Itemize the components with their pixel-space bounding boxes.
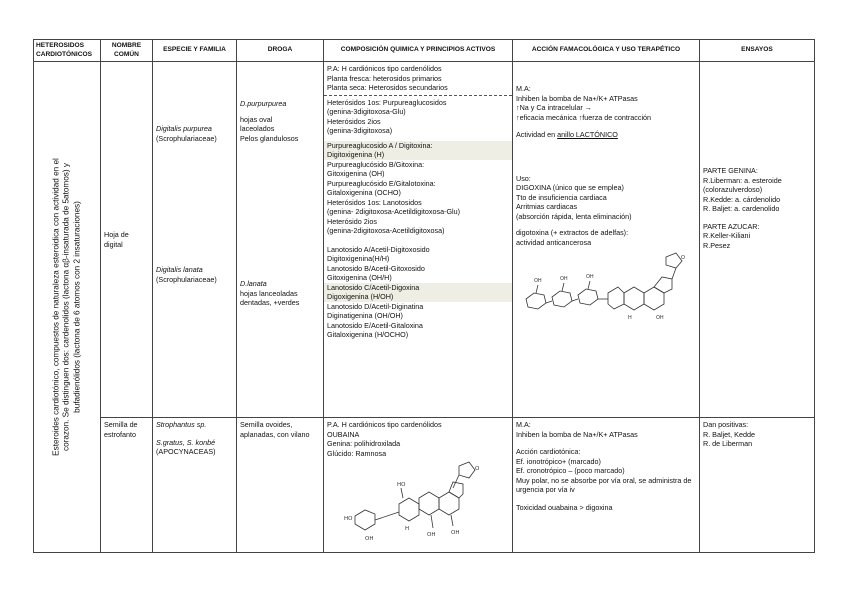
svg-text:HO: HO — [397, 482, 406, 489]
ensayos-line: R.Liberman: a. esteroide — [703, 175, 782, 185]
especie-cell-2 — [153, 418, 237, 553]
header-row — [34, 40, 815, 62]
accion-line: Ef. cronotrópico – (poco marcado) — [516, 466, 625, 476]
svg-text:OH: OH — [656, 315, 664, 322]
cardiotonic-table — [33, 39, 815, 553]
especie-family: (APOCYNACEAS) — [156, 447, 216, 457]
especie1-family: (Scrophulariaceae) — [156, 133, 217, 143]
header-droga: DROGA — [237, 40, 324, 62]
side-label-cell — [34, 62, 101, 553]
accion-uso-title: Uso: — [516, 173, 531, 183]
droga1-desc: Pelos glandulosos — [240, 133, 299, 143]
droga2-desc: dentadas, +verdes — [240, 298, 300, 308]
accion-line: Arritmias cardiacas — [516, 202, 578, 212]
accion-cell-2 — [513, 418, 700, 553]
comp-line: Gitaloxigenina (H/OCHO) — [327, 330, 409, 340]
comp-line: Digitoxigenina (H) — [327, 150, 385, 160]
header-heterosidos: HETEROSIDOS CARDIOTÓNICOS — [34, 40, 101, 62]
side-label: Esteroides cardiotónico, compuestos de naturaleza esteroidica con actividad en el corazon. Se distinguen dos: cardenolidos (lactona αβ-insaturada de 5atomos) y bufadienólidos (lactona de 6 atomos con 2 insaturaciones) — [51, 158, 82, 457]
droga-semilla: Semilla ovoides, aplanadas, con vilano — [237, 418, 324, 553]
ensayos-line: R.Pesez — [703, 240, 731, 250]
droga-cell-1 — [237, 62, 324, 418]
accion-line: Inhiben la bomba de Na+/K+ ATPasas — [516, 429, 638, 439]
comp-line: (genina-3digitoxosa) — [327, 126, 393, 136]
comp-line: Purpureaglucósido E/Gitalotoxina: — [327, 178, 436, 188]
comp-line: P.A. H cardiónicos tipo cardenólidos — [327, 420, 442, 430]
digoxin-structure-icon — [516, 247, 694, 325]
accion-line: actividad anticancerosa — [516, 237, 592, 247]
ensayos-line: R. Baljet: a. cardenolido — [703, 204, 780, 214]
comp-line: Heterósido 2ios — [327, 216, 377, 226]
svg-text:OH: OH — [451, 530, 460, 537]
svg-text:OH: OH — [586, 274, 594, 281]
accion-act-lactonico: anillo LACTÓNICO — [557, 130, 618, 140]
comp-line: Diginatigenina (OH/OH) — [327, 311, 403, 321]
comp-line: Lanotosido E/Acetil-Gitaloxina — [327, 320, 423, 330]
ensayos-azucar-title: PARTE AZUCAR: — [703, 221, 760, 231]
comp-line: Purpureaglucósido B/Gitoxina: — [327, 159, 425, 169]
comp-line: Genina: polihidroxilada — [327, 439, 401, 449]
ensayos-line: R. de Liberman — [703, 439, 753, 449]
svg-text:O: O — [681, 255, 685, 262]
comp-line: OUBAINA — [327, 429, 360, 439]
svg-text:O: O — [475, 466, 480, 473]
comp-line: Glúcido: Ramnosa — [327, 448, 387, 458]
droga1-desc: laceolados — [240, 124, 275, 134]
svg-text:OH: OH — [427, 532, 436, 539]
ensayos-line: R.Keller-Kiliani — [703, 231, 751, 241]
comp-line: Planta seca: Heterosidos secundarios — [327, 83, 448, 93]
especie-cell-1 — [153, 62, 237, 418]
accion-line: (absorción rápida, lenta eliminación) — [516, 211, 632, 221]
svg-text:OH: OH — [365, 536, 374, 543]
comp-line: Digitoxigenina(H/H) — [327, 254, 390, 264]
ensayos-line: R. Baljet, Kedde — [703, 429, 755, 439]
droga1-name: D.purpurpurea — [240, 99, 287, 109]
header-accion: ACCIÓN FAMACOLÓGICA Y USO TERAPÉTICO — [513, 40, 700, 62]
accion-line: DIGOXINA (único que se emplea) — [516, 183, 624, 193]
svg-text:HO: HO — [344, 516, 353, 523]
accion-line: Ef. ionotrópico+ (marcado) — [516, 456, 601, 466]
comp-line: (genina-2digitoxosa-Acetildigitoxosa) — [327, 226, 445, 236]
header-composicion: COMPOSICIÓN QUIMICA Y PRINCIPIOS ACTIVOS — [324, 40, 513, 62]
accion-line: Tto de insuficiencia cardiaca — [516, 192, 607, 202]
composicion-cell-1 — [324, 62, 513, 418]
comp-line: Digoxigenina (H/OH) — [327, 292, 394, 302]
row-semilla-estrofanto — [34, 418, 815, 553]
droga1-desc: hojas oval — [240, 114, 273, 124]
comp-line: Gitaloxigenina (OCHO) — [327, 188, 401, 198]
header-ensayos: ENSAYOS — [700, 40, 815, 62]
comp-line: Gitoxigenina (OH/H) — [327, 273, 392, 283]
header-especie: ESPECIE Y FAMILIA — [153, 40, 237, 62]
comp-line: (genina-3digitoxosa-Glu) — [327, 107, 406, 117]
comp-line: Planta fresca: heterosidos primarios — [327, 73, 442, 83]
accion-line: ↑eficacia mecánica ↑fuerza de contracción — [516, 112, 652, 122]
comp-line: Lanotosido B/Acetil-Gitoxosido — [327, 263, 425, 273]
ensayos-line: Dan positivas: — [703, 420, 749, 430]
especie1-name: Digitalis purpurea — [156, 124, 212, 134]
accion-actividad — [516, 130, 696, 140]
especie-gratus: S.gratus, S. konbé — [156, 437, 216, 447]
svg-text:H: H — [405, 526, 410, 533]
comp-line: P.A: H cardiónicos tipo cardenólidos — [327, 64, 442, 74]
comp-line: Lanotosido D/Acetil-Diginatina — [327, 301, 424, 311]
accion-toxicidad: Toxicidad ouabaina > digoxina — [516, 502, 613, 512]
ensayos-cell-1 — [700, 62, 815, 418]
accion-line: Muy polar, no se absorbe por vía oral, se administra de urgencia por vía iv — [516, 475, 692, 495]
nombre-hoja-digital: Hoja de digital — [101, 62, 153, 418]
svg-text:OH: OH — [560, 276, 568, 283]
accion-ma-title: M.A: — [516, 84, 531, 94]
comp-line: Gitoxigenina (OH) — [327, 169, 385, 179]
ensayos-line: (colorazulverdoso) — [703, 185, 763, 195]
especie-strophantus: Strophantus sp. — [156, 420, 207, 430]
comp-line: Purpureaglucosido A / Digitoxina: — [327, 140, 433, 150]
droga2-desc: hojas lanceoladas — [240, 288, 298, 298]
accion-line: ↑Na y Ca intracelular → — [516, 103, 592, 113]
ensayos-cell-2 — [700, 418, 815, 553]
comp-line: (genina- 2digitoxosa-Acetildigitoxosa-Glu) — [327, 207, 461, 217]
highlight-digitoxina — [324, 141, 512, 160]
comp-line: Lanotosido C/Acetil-Digoxina — [327, 282, 420, 292]
accion-act-prefix: Actividad en — [516, 130, 558, 140]
accion-cell-1 — [513, 62, 700, 418]
comp-line: Heterósidos 1os: Lanotosidos — [327, 197, 422, 207]
especie2-family: (Scrophulariaceae) — [156, 274, 217, 284]
row-hoja-digital — [34, 62, 815, 418]
accion-ma-title: M.A: — [516, 420, 531, 430]
comp-line: Lanotosido A/Acetil-Digitoxosido — [327, 244, 430, 254]
highlight-digoxina — [324, 283, 512, 302]
svg-text:OH: OH — [534, 278, 542, 285]
header-nombre: NOMBRE COMÚN — [101, 40, 153, 62]
ensayos-genina-title: PARTE GENINA: — [703, 166, 758, 176]
ensayos-line: R.Kedde: a. cárdenolido — [703, 194, 781, 204]
composicion-cell-2 — [324, 418, 513, 553]
comp-line: Heterósidos 2ios — [327, 116, 381, 126]
especie2-name: Digitalis lanata — [156, 265, 203, 275]
droga2-name: D.lanata — [240, 279, 267, 289]
accion-line: digotoxina (+ extractos de adelfas): — [516, 228, 629, 238]
comp-line: Heterósidos 1os: Purpureaglucosidos — [327, 97, 447, 107]
accion-card-title: Acción cardiotónica: — [516, 447, 581, 457]
ouabain-structure-icon — [341, 458, 491, 546]
accion-line: Inhiben la bomba de Na+/K+ ATPasas — [516, 93, 638, 103]
dashed-divider — [324, 95, 512, 96]
svg-text:H: H — [628, 315, 632, 322]
nombre-semilla: Semilla de estrofanto — [101, 418, 153, 553]
